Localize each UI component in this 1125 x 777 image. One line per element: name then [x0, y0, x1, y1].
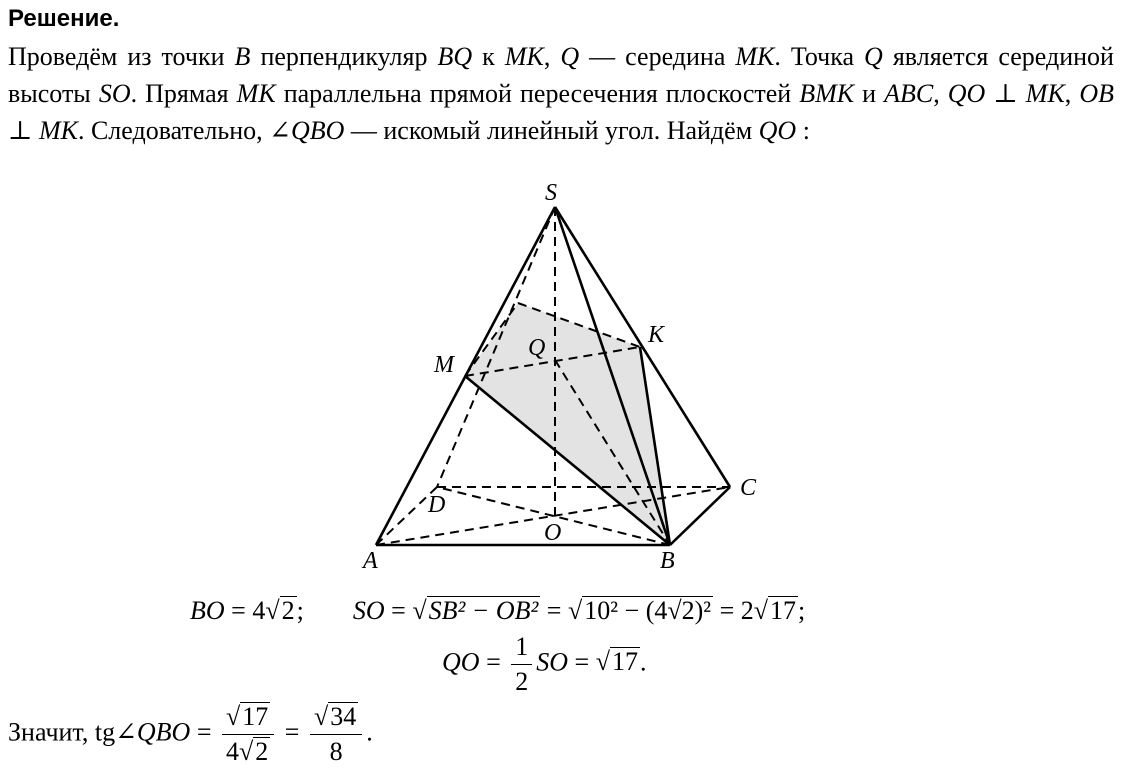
- fraction-tg-2: $\frac{√34}{8}$: [310, 700, 362, 769]
- text-run: ,: [1064, 79, 1080, 108]
- label-a: A: [363, 548, 378, 574]
- angle-qbo: ∠QBO: [269, 116, 345, 145]
- label-d: D: [428, 492, 446, 518]
- perp-qo-mk: QO ⊥ MK: [947, 79, 1065, 108]
- label-m: M: [434, 352, 454, 378]
- label-o: O: [544, 520, 562, 546]
- formula-tg-fn: tg: [94, 717, 116, 747]
- text-run: — середина: [579, 42, 736, 71]
- text-run: :: [796, 116, 810, 145]
- text-run: . Прямая: [130, 79, 237, 108]
- formula-bo-lhs: BO: [190, 596, 225, 625]
- section-shading: [465, 303, 670, 545]
- formula-qo: [442, 630, 646, 699]
- sqrt-sb-ob: √SB² − OB²: [412, 596, 539, 625]
- text-run: параллельна прямой пересечения плоскостей: [275, 79, 800, 108]
- sqrt-2: √2: [265, 596, 295, 625]
- segment-so: SO: [98, 79, 131, 108]
- fraction-half: $\frac{1}{2}$: [511, 630, 532, 699]
- segment-mk: MK: [504, 42, 544, 71]
- formula-text: ;: [296, 596, 304, 625]
- formula-text: =: [540, 596, 568, 625]
- formula-text: =: [190, 717, 218, 747]
- point-b: B: [234, 42, 251, 71]
- formula-text: ;: [798, 596, 806, 625]
- segment-mk: MK: [735, 42, 775, 71]
- formula-text: .: [639, 647, 647, 677]
- plane-bmk: BMK: [799, 79, 855, 108]
- formula-text: = 4: [224, 596, 266, 625]
- formula-text: =: [384, 596, 413, 625]
- formula-text: Значит,: [8, 717, 95, 747]
- segment-mk: MK: [236, 79, 276, 108]
- formula-tg: [8, 700, 373, 769]
- sqrt-numeric: √10² − (4√2)²: [567, 596, 712, 625]
- formula-so-lhs: SO: [352, 596, 385, 625]
- point-q: Q: [560, 42, 580, 71]
- text-run: ,: [933, 79, 948, 108]
- text-run: — искомый линейный угол. Найдём: [344, 116, 759, 145]
- formula-text: =: [479, 647, 508, 677]
- formula-text: .: [366, 717, 373, 747]
- segment-qo: QO: [758, 116, 797, 145]
- text-run: . Следовательно,: [77, 116, 270, 145]
- formula-angle: ∠QBO: [115, 717, 191, 747]
- text-run: Проведём из точки: [8, 42, 235, 71]
- formula-so: SO: [536, 647, 569, 677]
- sqrt-17: √17: [595, 647, 638, 677]
- label-s: S: [545, 180, 557, 206]
- formula-text: =: [568, 647, 596, 677]
- label-k: K: [648, 322, 665, 348]
- sqrt-17: √17: [753, 596, 797, 625]
- text-run: и: [854, 79, 885, 108]
- label-b: B: [660, 548, 675, 574]
- text-run: к: [472, 42, 505, 71]
- solution-heading: Решение.: [8, 5, 120, 32]
- segment-bq: BQ: [437, 42, 473, 71]
- plane-abc: ABC: [884, 79, 934, 108]
- formula-qo-lhs: QO: [442, 647, 480, 677]
- fraction-tg-1: $\frac{√17}{4√2}$: [222, 700, 274, 769]
- text-run: является серединой высоты: [8, 42, 1114, 108]
- perp-ob-mk: OB ⊥ MK: [8, 79, 1114, 145]
- text-run: ,: [543, 42, 561, 71]
- formula-text: =: [278, 717, 306, 747]
- text-run: перпендикуляр: [250, 42, 438, 71]
- text-run: . Точка: [774, 42, 865, 71]
- label-q: Q: [528, 335, 546, 361]
- formula-bo-so: [190, 594, 805, 628]
- label-c: C: [740, 475, 757, 501]
- point-q: Q: [864, 42, 883, 71]
- formula-text: = 2: [713, 596, 754, 625]
